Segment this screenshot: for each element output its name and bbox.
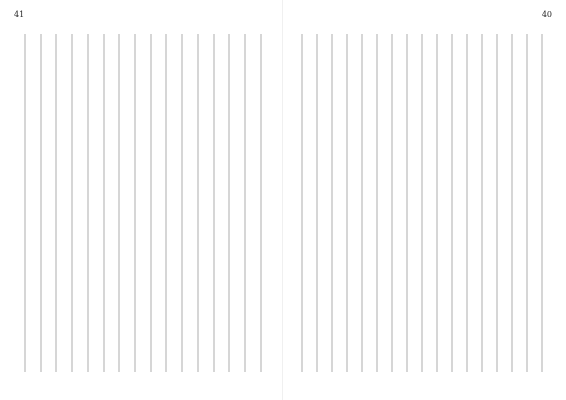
text-column [451,34,453,372]
text-column [481,34,483,372]
text-column [244,34,246,372]
text-column [103,34,105,372]
text-column [376,34,378,372]
text-column [331,34,333,372]
text-column [301,34,303,372]
text-column [316,34,318,372]
text-column [197,34,199,372]
text-column [213,34,215,372]
text-column [526,34,528,372]
text-column [421,34,423,372]
text-column [361,34,363,372]
right-page [283,0,566,400]
text-column [134,34,136,372]
text-column [391,34,393,372]
text-columns [301,34,543,372]
text-column [40,34,42,372]
text-column [24,34,26,372]
text-column [165,34,167,372]
text-column [55,34,57,372]
page-number: 40 [541,10,552,19]
text-column [496,34,498,372]
text-column [71,34,73,372]
text-column [466,34,468,372]
text-column [406,34,408,372]
text-columns [24,34,262,372]
text-column [228,34,230,372]
text-column [118,34,120,372]
text-column [260,34,262,372]
page-number: 41 [14,10,25,19]
text-column [436,34,438,372]
text-column [87,34,89,372]
text-column [181,34,183,372]
text-column [150,34,152,372]
text-column [511,34,513,372]
text-column [541,34,543,372]
text-column [346,34,348,372]
